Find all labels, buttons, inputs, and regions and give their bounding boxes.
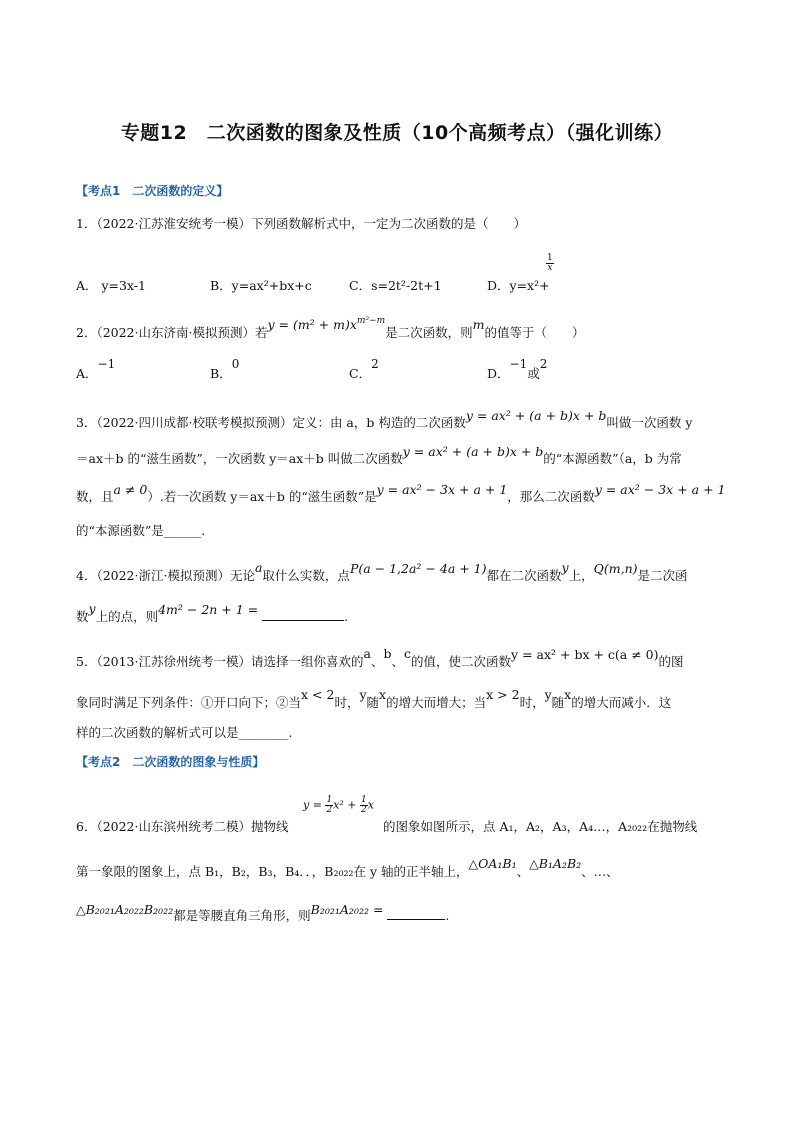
formula-part: x² + xyxy=(333,798,357,812)
q5-text: 象同时满足下列条件：①开口向下；②当 xyxy=(76,695,302,710)
question-1-option-d xyxy=(487,276,550,294)
question-2-prefix: 2．（2022·山东济南·模拟预测）若 xyxy=(76,325,268,340)
q5-text: 5．（2013·江苏徐州统考一模）请选择一组你喜欢的 xyxy=(76,654,364,669)
q4-point: P(a − 1,2a² − 4a + 1) xyxy=(349,561,487,576)
option-label: D． xyxy=(487,366,510,381)
question-2-stem xyxy=(76,316,585,341)
q3-text: ，那么二次函数 xyxy=(507,489,595,504)
q4-text: . xyxy=(344,609,349,624)
question-1-stem xyxy=(76,214,526,232)
page-title: 专题12 二次函数的图象及性质（10个高频考点）（强化训练） xyxy=(120,122,674,144)
question-2-mid: 是二次函数，则 xyxy=(385,325,473,340)
question-4-line-1 xyxy=(76,560,688,584)
answer-blank[interactable] xyxy=(387,907,445,920)
option-value: 2 xyxy=(371,357,379,371)
q3-text: ）.若一次函数 y＝ax＋b 的“滋生函数”是 xyxy=(147,489,377,504)
question-2-exponent: m²−m xyxy=(356,316,386,326)
q4-text: 上的点，则 xyxy=(95,609,159,624)
question-1-option-c: C．s=2t²-2t+1 xyxy=(349,278,442,293)
question-2-option-c xyxy=(349,357,379,382)
q5-var: y xyxy=(544,687,552,702)
q4-var: a xyxy=(254,560,263,575)
question-5-line-2 xyxy=(76,687,672,711)
option-value: 2 xyxy=(539,357,548,371)
q3-formula: y = ax² + (a + b)x + b xyxy=(465,408,607,423)
question-6-formula xyxy=(303,796,374,815)
q3-formula: y = ax² − 3x + a + 1 xyxy=(594,482,726,497)
q5-text: 时， xyxy=(519,695,545,710)
q6-text: 6．（2022·山东滨州统考二模）抛物线 xyxy=(76,819,289,834)
q6-formula: B₂₀₂₁A₂₀₂₂ = xyxy=(310,902,384,917)
q5-var: c xyxy=(404,646,412,661)
q4-text: 上， xyxy=(568,568,594,583)
q3-text: 的“本源函数”（a，b 为常 xyxy=(543,451,682,466)
q5-text: 随 xyxy=(366,695,380,710)
q3-formula: a ≠ 0 xyxy=(113,482,148,497)
q5-text: 时， xyxy=(334,695,360,710)
answer-blank[interactable] xyxy=(262,608,344,621)
formula-part: x xyxy=(367,798,374,812)
fraction-numerator: 1 xyxy=(326,795,333,805)
q6-triangle: △B₂₀₂₁A₂₀₂₂B₂₀₂₂ xyxy=(76,902,174,917)
fraction-denominator: 2 xyxy=(326,805,333,815)
question-6-line-1 xyxy=(76,817,289,835)
question-5-line-1 xyxy=(76,646,684,670)
q3-text: 叫做一次函数 y xyxy=(606,415,693,430)
q5-var: x xyxy=(379,687,387,702)
question-5-line-3: 样的二次函数的解析式可以是________. xyxy=(76,725,293,740)
q6-triangle: △B₁A₂B₂ xyxy=(529,856,582,871)
fraction-numerator: 1 xyxy=(547,253,553,263)
q5-var: y xyxy=(359,687,367,702)
question-2-option-d xyxy=(487,357,548,382)
q3-formula: y = ax² − 3x + a + 1 xyxy=(376,482,508,497)
question-3-line-4: 的“本源函数”是______. xyxy=(76,523,206,538)
question-6-line-1-cont: 的图象如图所示，点 A₁，A₂，A₃，A₄…，A₂₀₂₂在抛物线 xyxy=(383,819,698,834)
q5-text: 的增大而减小．这 xyxy=(571,695,672,710)
q5-var: a xyxy=(363,646,371,661)
q6-triangle: △OA₁B₁ xyxy=(468,856,517,871)
question-2-formula: y = (m² + m)x xyxy=(267,317,357,332)
question-1-option-d-text: D．y=x²+ xyxy=(487,278,550,293)
question-6-line-3 xyxy=(76,902,450,924)
q6-text: 、 xyxy=(516,864,530,879)
q6-text: 、…、 xyxy=(581,864,619,879)
q5-var: x xyxy=(564,687,572,702)
option-label: B． xyxy=(210,366,232,381)
question-3-line-3 xyxy=(76,482,726,505)
formula-fraction xyxy=(325,796,333,815)
q4-text: 4．（2022·浙江·模拟预测）无论 xyxy=(76,568,255,583)
q5-text: 随 xyxy=(551,695,565,710)
section-heading-1: 【考点1 二次函数的定义】 xyxy=(76,184,229,198)
section-heading-2: 【考点2 二次函数的图象与性质】 xyxy=(76,755,265,769)
q4-var: y xyxy=(561,560,569,575)
question-3-line-1 xyxy=(76,408,693,431)
q4-point: Q(m,n) xyxy=(593,561,638,576)
formula-part: y = xyxy=(303,798,322,812)
question-3-line-2 xyxy=(76,444,682,467)
question-1-text: 1．（2022·江苏淮安统考一模）下列函数解析式中，一定为二次函数的是（ ） xyxy=(76,216,526,231)
option-or: 或 xyxy=(527,366,540,381)
q3-text: 数，且 xyxy=(76,489,114,504)
q3-formula: y = ax² + (a + b)x + b xyxy=(402,444,544,459)
q4-text: 取什么实数，点 xyxy=(262,568,350,583)
question-2-option-a xyxy=(76,357,116,382)
q5-cond: x < 2 xyxy=(301,687,335,702)
fraction-denominator: x xyxy=(547,263,553,273)
q3-text: ＝ax＋b 的“滋生函数”，一次函数 y＝ax＋b 叫做二次函数 xyxy=(76,451,403,466)
question-4-line-2 xyxy=(76,601,349,625)
q4-text: 是二次函 xyxy=(637,568,688,583)
q4-formula: 4m² − 2n + 1 = xyxy=(158,602,259,617)
q5-var: b xyxy=(383,646,392,661)
q6-text: 第一象限的图象上，点 B₁，B₂，B₃，B₄．．，B₂₀₂₂在 y 轴的正半轴上， xyxy=(76,864,469,879)
question-2-option-b xyxy=(210,357,240,382)
question-1-option-a: A． y=3x-1 xyxy=(76,278,146,293)
option-value: 0 xyxy=(231,357,240,371)
option-value: −1 xyxy=(97,357,116,371)
option-label: C． xyxy=(349,366,372,381)
q4-text: 都在二次函数 xyxy=(486,568,562,583)
q4-text: 数 xyxy=(76,609,89,624)
q5-text: 的图 xyxy=(658,654,684,669)
question-2-var: m xyxy=(472,317,485,332)
question-2-post: 的值等于（ ） xyxy=(484,325,585,340)
fraction-numerator: 1 xyxy=(361,795,367,805)
option-label: A． xyxy=(76,366,98,381)
q5-formula: y = ax² + bx + c(a ≠ 0) xyxy=(511,647,659,662)
fraction-denominator: 2 xyxy=(361,805,367,815)
option-value: −1 xyxy=(509,357,528,371)
q5-text: 的值，使二次函数 xyxy=(411,654,512,669)
q5-text: 、 xyxy=(370,654,384,669)
q6-text: 都是等腰直角三角形，则 xyxy=(173,908,311,923)
question-6-line-2 xyxy=(76,856,619,880)
q3-text: 3．（2022·四川成都·校联考模拟预测）定义：由 a，b 构造的二次函数 xyxy=(76,415,466,430)
q4-var: y xyxy=(88,601,96,616)
question-1-option-d-fraction xyxy=(546,254,554,273)
q5-cond: x > 2 xyxy=(486,687,520,702)
q5-text: 、 xyxy=(391,654,404,669)
question-1-option-b: B．y=ax²+bx+c xyxy=(210,278,312,293)
formula-fraction xyxy=(360,796,368,815)
q5-text: 的增大而增大；当 xyxy=(386,695,487,710)
q6-text: . xyxy=(445,908,450,923)
